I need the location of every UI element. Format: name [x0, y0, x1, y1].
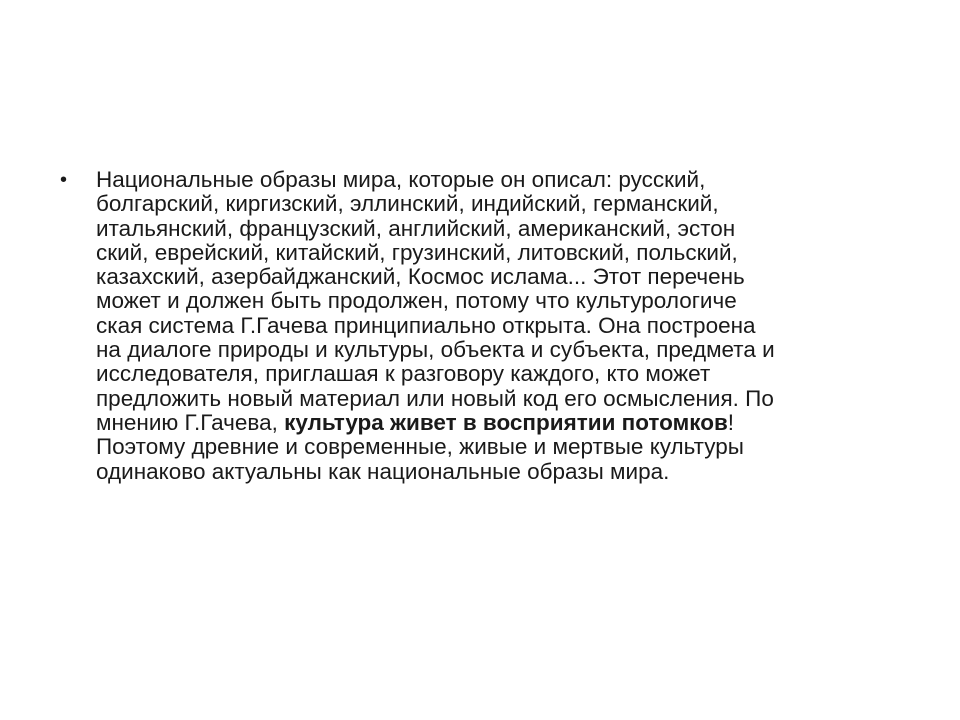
text-line-10: предложить новый материал или новый код его осмысления. По [96, 385, 774, 411]
text-line-6: может и должен быть продолжен, потому что культурологиче [96, 288, 737, 314]
text-line-1: Национальные образы мира, которые он описал: русский, [96, 167, 706, 192]
text-line-7: ская система Г.Гачева принципиально открыта. Она построена [96, 312, 756, 338]
text-line-11 [96, 411, 920, 435]
text-line-9: исследователя, приглашая к разговору каждого, кто может [96, 361, 711, 387]
text-line-2: болгарский, киргизский, эллинский, индийский, германский, [96, 191, 719, 217]
text-line-12: Поэтому древние и современные, живые и мертвые культуры [96, 434, 744, 460]
text-line-11-prefix: мнению Г.Гачева, [96, 409, 285, 435]
text-line-11-suffix: ! [727, 409, 735, 435]
bullet-text [96, 168, 920, 484]
bullet-marker: • [60, 169, 68, 191]
text-line-5: казахский, азербайджанский, Космос ислама... Этот перечень [96, 264, 745, 290]
text-line-8: на диалоге природы и культуры, объекта и субъекта, предмета и [96, 337, 775, 363]
text-line-4: ский, еврейский, китайский, грузинский, литовский, польский, [96, 239, 738, 265]
text-line-3: итальянский, французский, английский, американский, эстон [96, 215, 736, 241]
text-line-13: одинаково актуальны как национальные образы мира. [96, 458, 670, 484]
emphasized-phrase: культура живет в восприятии потомков [284, 409, 728, 435]
